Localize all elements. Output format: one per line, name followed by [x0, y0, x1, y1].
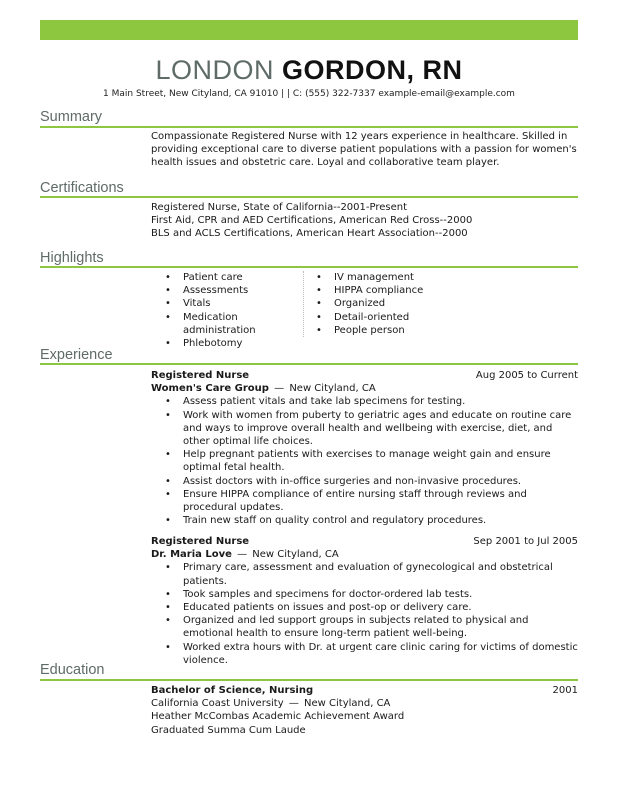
- job-entry: [151, 369, 578, 527]
- highlight-item: • Detail-oriented: [316, 311, 464, 324]
- job-duties: [165, 395, 578, 527]
- school-name: California Coast University: [151, 698, 284, 710]
- duty-item: • Educated patients on issues and post-op or delivery care.: [165, 601, 578, 614]
- summary-text: Compassionate Registered Nurse with 12 years experience in healthcare. Skilled in providing exceptional care to diverse patient populations with a passion for women's health issues and obstetric care. Loyal and collaborative team player.: [151, 131, 577, 169]
- job-employer: [151, 548, 578, 561]
- education-header: [151, 684, 578, 697]
- duty-item: • Took samples and specimens for doctor-ordered lab tests.: [165, 588, 578, 601]
- highlight-item: • Organized: [316, 297, 464, 310]
- top-accent-bar: [40, 20, 578, 40]
- last-name: GORDON, RN: [282, 55, 463, 85]
- graduation-year: 2001: [552, 685, 578, 696]
- separator-dash: —: [274, 383, 285, 395]
- highlights-left-column: [165, 271, 313, 350]
- job-employer: [151, 382, 578, 395]
- job-location: New Cityland, CA: [252, 549, 339, 561]
- contact-info: 1 Main Street, New Cityland, CA 91010 | | C: (555) 322-7337 example-email@example.com: [103, 89, 515, 99]
- job-location: New Cityland, CA: [289, 383, 376, 395]
- job-header: [151, 369, 578, 382]
- duty-item: • Train new staff on quality control and regulatory procedures.: [165, 514, 578, 527]
- job-duties: [165, 561, 578, 667]
- degree: Bachelor of Science, Nursing: [151, 685, 314, 696]
- school-line: [151, 697, 578, 710]
- candidate-name: [0, 54, 618, 86]
- company-name: Women's Care Group: [151, 383, 269, 395]
- highlights-columns: [165, 271, 464, 350]
- certification-item: First Aid, CPR and AED Certifications, American Red Cross--2000: [151, 215, 473, 227]
- company-name: Dr. Maria Love: [151, 549, 232, 561]
- duty-item: • Help pregnant patients with exercises to manage weight gain and ensure optimal fetal health.: [165, 448, 578, 474]
- section-title-highlights: Highlights: [40, 250, 104, 266]
- section-title-education: Education: [40, 662, 105, 678]
- separator-dash: —: [237, 549, 248, 561]
- job-header: [151, 535, 578, 548]
- education-entry: [151, 684, 578, 737]
- duty-item: • Worked extra hours with Dr. at urgent care clinic caring for victims of domestic violence.: [165, 641, 578, 667]
- section-rule: [40, 126, 578, 128]
- highlight-item: • Assessments: [165, 284, 313, 297]
- job-entry: [151, 535, 578, 667]
- section-title-summary: Summary: [40, 109, 103, 125]
- section-title-experience: Experience: [40, 347, 113, 363]
- job-dates: Aug 2005 to Current: [475, 370, 578, 381]
- duty-item: • Organized and led support groups in subjects related to physical and emotional health to ensure long-term patient well-being.: [165, 614, 578, 640]
- duty-item: • Assess patient vitals and take lab specimens for testing.: [165, 395, 578, 408]
- school-location: New Cityland, CA: [304, 698, 391, 710]
- section-title-certifications: Certifications: [40, 180, 124, 196]
- certification-item: Registered Nurse, State of California--2001-Present: [151, 202, 408, 213]
- duty-item: • Primary care, assessment and evaluation of gynecological and obstetrical patients.: [165, 561, 578, 587]
- highlight-item: • Vitals: [165, 297, 313, 310]
- certification-list: [151, 201, 578, 241]
- duty-item: • Work with women from puberty to geriatric ages and educate on routine care and ways to improve overall health and wellbeing with exercise, diet, and other optimal life choices.: [165, 409, 578, 449]
- section-rule: [40, 363, 578, 365]
- highlight-item: • Patient care: [165, 271, 313, 284]
- highlight-item: • HIPPA compliance: [316, 284, 464, 297]
- separator-dash: —: [288, 698, 299, 710]
- education-detail: Graduated Summa Cum Laude: [151, 724, 306, 736]
- duty-item: • Assist doctors with in-office surgeries and non-invasive procedures.: [165, 475, 578, 488]
- highlight-item: • Medication administration: [165, 311, 313, 337]
- highlights-right-column: [316, 271, 464, 350]
- job-dates: Sep 2001 to Jul 2005: [473, 536, 578, 547]
- section-rule: [40, 679, 578, 681]
- job-title: Registered Nurse: [151, 536, 250, 547]
- highlight-item: • People person: [316, 324, 464, 337]
- job-title: Registered Nurse: [151, 370, 250, 381]
- duty-item: • Ensure HIPPA compliance of entire nursing staff through reviews and procedural updates.: [165, 488, 578, 514]
- section-rule: [40, 266, 578, 268]
- education-detail: Heather McCombas Academic Achievement Award: [151, 711, 405, 723]
- section-rule: [40, 196, 578, 198]
- highlight-item: • IV management: [316, 271, 464, 284]
- highlight-item: • Phlebotomy: [165, 337, 313, 350]
- first-name: LONDON: [155, 55, 274, 85]
- certification-item: BLS and ACLS Certifications, American Heart Association--2000: [151, 228, 468, 240]
